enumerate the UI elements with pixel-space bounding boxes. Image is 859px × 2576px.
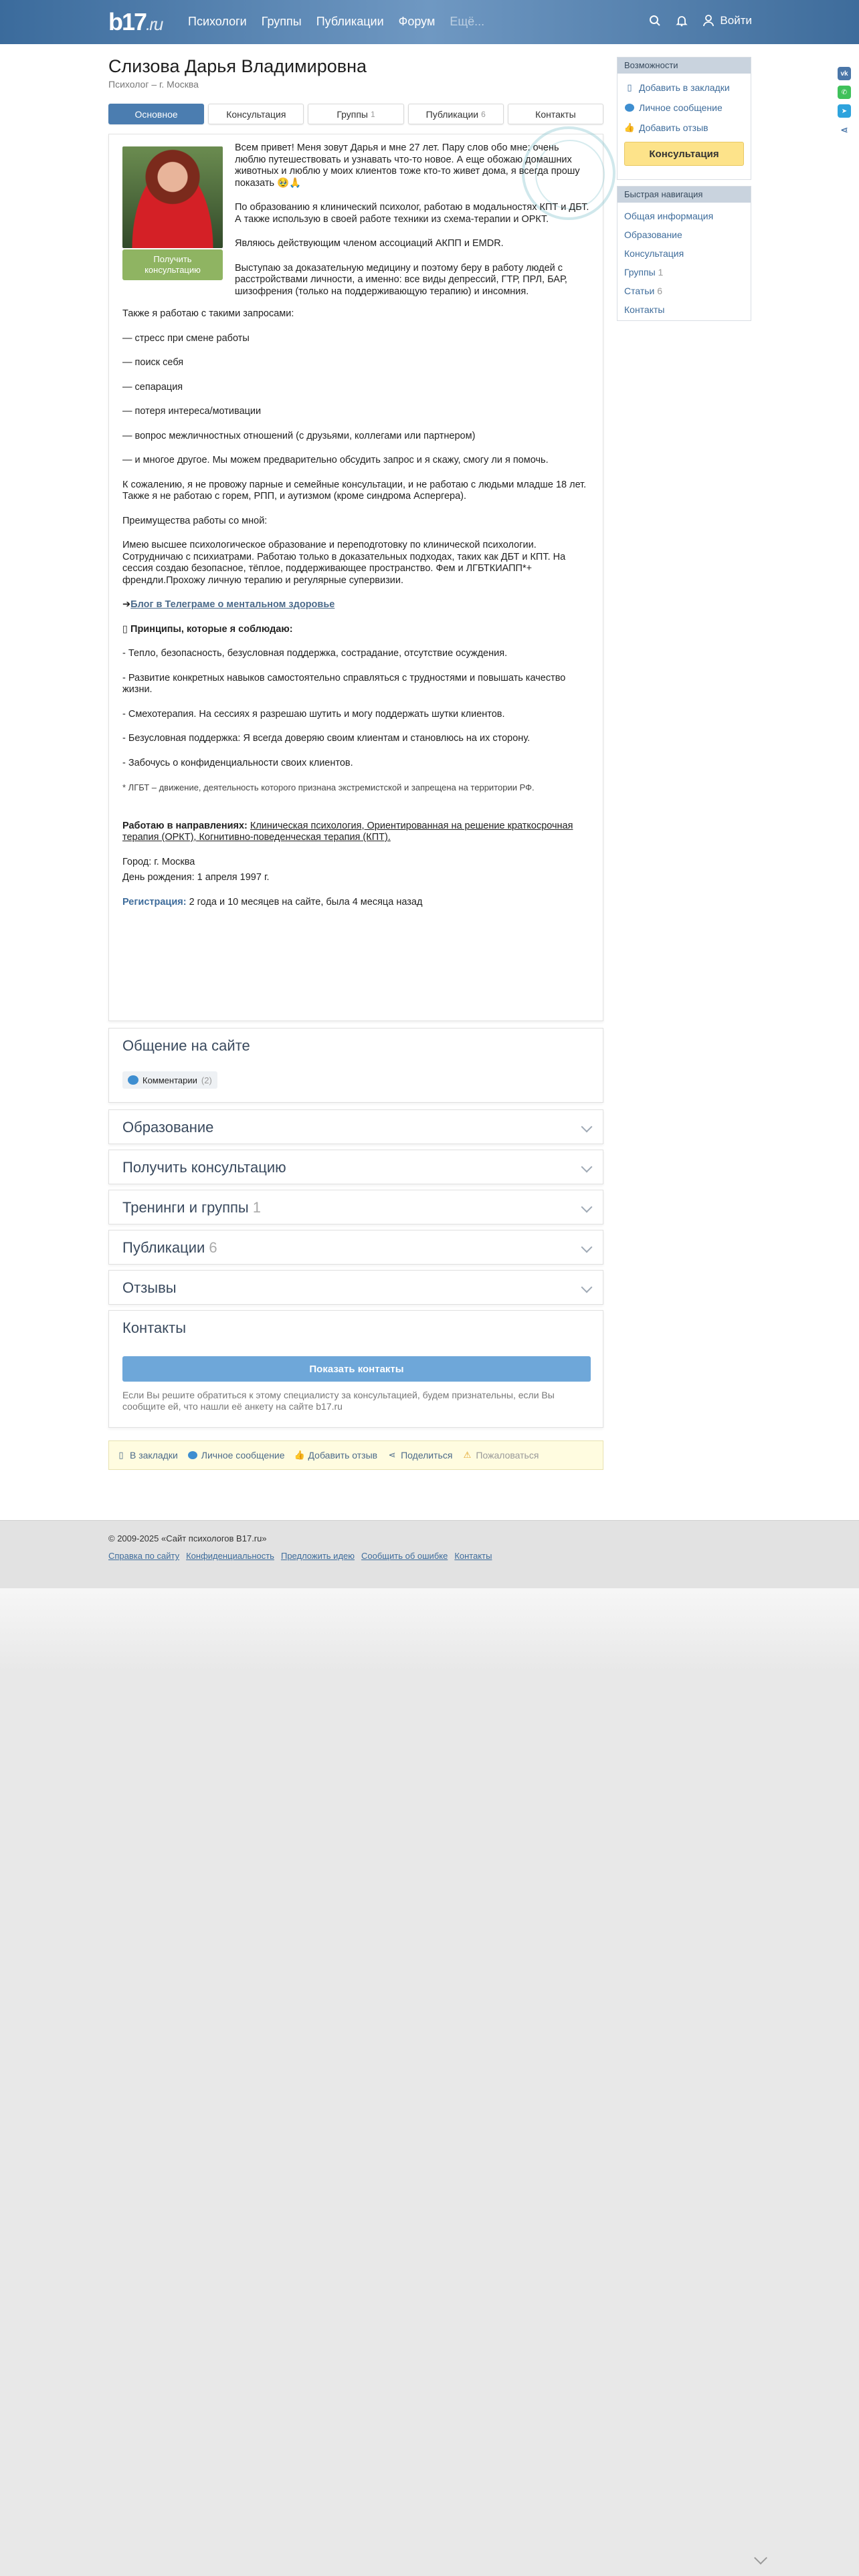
- registration-label: Регистрация:: [122, 896, 187, 907]
- warning-icon: ⚠: [463, 1450, 472, 1460]
- sidebar-add-bookmark[interactable]: ▯ Добавить в закладки: [617, 78, 751, 98]
- principle-item: - Смехотерапия. На сессиях я разрешаю шутить и могу поддержать шутки клиентов.: [122, 708, 505, 720]
- scroll-down-icon[interactable]: [754, 2551, 767, 2565]
- principle-item: - Тепло, безопасность, безусловная поддержка, сострадание, отсутствие осуждения.: [122, 648, 508, 659]
- section-contacts: [108, 1310, 603, 1428]
- sidebar-item-articles[interactable]: Статьи 6: [624, 286, 663, 296]
- nav-forum[interactable]: Форум: [398, 15, 436, 28]
- arrow-icon: ➔: [122, 599, 131, 610]
- site-footer: [0, 1520, 859, 1588]
- footer-link-contacts[interactable]: Контакты: [454, 1551, 492, 1561]
- sidebar-title: Быстрая навигация: [617, 187, 751, 203]
- bio-associations: Являюсь действующим членом ассоциаций АКПП и EMDR.: [235, 238, 504, 249]
- blog-link[interactable]: Блог в Телеграме о ментальном здоровье: [130, 599, 335, 610]
- thumbs-up-icon: 👍: [624, 122, 636, 132]
- site-header: [0, 0, 859, 44]
- principle-item: - Забочусь о конфиденциальности своих клиентов.: [122, 757, 353, 768]
- footnote: * ЛГБТ – движение, деятельность которого признана экстремистской и запрещена на территории РФ.: [122, 782, 535, 792]
- footer-link-report-bug[interactable]: Сообщить об ошибке: [361, 1551, 448, 1561]
- section-reviews[interactable]: [108, 1270, 603, 1305]
- bio-disorders: Выступаю за доказательную медицину и поэтому беру в работу людей с расстройствами личности, а именно: все виды депрессий, ГТР, ПРЛ, БАР, шизофрения (только на поддерживающую терапию) и инсомния.: [235, 262, 567, 297]
- bookmark-icon: ▯: [118, 1450, 124, 1460]
- request-item: — вопрос межличностных отношений (с друзьями, коллегами или партнером): [122, 430, 476, 441]
- bookmark-icon: ▯: [627, 82, 632, 92]
- message-action[interactable]: Личное сообщение: [187, 1450, 285, 1461]
- sidebar-private-message[interactable]: Личное сообщение: [617, 98, 751, 118]
- request-item: — сепарация: [122, 381, 183, 393]
- directions: [122, 821, 591, 844]
- comment-bubble-icon: [128, 1075, 138, 1085]
- share-icon[interactable]: ⋖: [840, 124, 848, 135]
- city: Город: г. Москва: [122, 856, 195, 867]
- section-publications[interactable]: [108, 1230, 603, 1265]
- contacts-note: Если Вы решите обратиться к этому специалисту за консультацией, будем признательны, если Вы сообщите ей, что нашли её анкету на сайте b17.ru: [122, 1390, 555, 1412]
- message-icon: [624, 102, 635, 113]
- bio-benefits: Имею высшее психологическое образование и переподготовку по клинической психологии. Сотрудничаю с психиатрами. Работаю только в доказательных подходах, таких как ДБТ и КПТ. На сессия создаю безопасное, тёплое, поддерживающее пространство. Фем и ЛГБТКИАПП*+ френдли.Прохожу личную терапию и регулярные супервизии.: [122, 540, 566, 586]
- share-action[interactable]: ⋖ Поделиться: [387, 1450, 452, 1461]
- bio-requests-title: Также я работаю с такими запросами:: [122, 308, 294, 319]
- action-bar: [108, 1440, 603, 1470]
- request-item: — и многое другое. Мы можем предварительно обсудить запрос и я скажу, смогу ли я помочь.: [122, 455, 549, 465]
- sidebar-item-groups[interactable]: Группы 1: [624, 267, 664, 278]
- registration: [122, 897, 591, 909]
- sidebar-item-education[interactable]: Образование: [624, 229, 682, 240]
- principles-title: ▯ Принципы, которые я соблюдаю:: [122, 623, 293, 635]
- profile-bio: [122, 142, 591, 921]
- main-nav: [188, 15, 484, 29]
- footer-link-help[interactable]: Справка по сайту: [108, 1551, 180, 1561]
- footer-links: [108, 1551, 492, 1561]
- thumbs-up-icon: 👍: [294, 1450, 305, 1460]
- section-title: Общение на сайте: [122, 1037, 250, 1054]
- bio-education: По образованию я клинический психолог, работаю в модальностях КПТ и ДБТ. А также использую в своей работе техники из схема-терапии и ОРКТ.: [235, 202, 589, 225]
- principle-item: - Развитие конкретных навыков самостоятельно справляться с трудностями и повышать качество жизни.: [122, 672, 566, 695]
- login-link[interactable]: [701, 13, 752, 28]
- section-education[interactable]: [108, 1109, 603, 1144]
- footer-link-privacy[interactable]: Конфиденциальность: [186, 1551, 274, 1561]
- copyright: © 2009-2025 «Сайт психологов B17.ru»: [108, 1533, 267, 1543]
- whatsapp-icon[interactable]: ✆: [838, 86, 851, 99]
- chevron-down-icon: [581, 1162, 593, 1173]
- social-share-bar: [838, 67, 851, 136]
- bio-benefits-title: Преимущества работы со мной:: [122, 515, 268, 526]
- comments-label: Комментарии: [142, 1075, 197, 1085]
- share-icon: ⋖: [388, 1450, 396, 1460]
- nav-more[interactable]: Ещё...: [450, 15, 485, 28]
- request-item: — потеря интереса/мотивации: [122, 406, 262, 417]
- page-subtitle: Психолог – г. Москва: [108, 79, 199, 90]
- comments-count: (2): [201, 1075, 212, 1085]
- section-communication: [108, 1028, 603, 1103]
- sidebar-features: [617, 57, 751, 180]
- section-title: Получить консультацию: [122, 1159, 286, 1176]
- comments-pill[interactable]: [122, 1071, 217, 1089]
- show-contacts-button[interactable]: Показать контакты: [122, 1356, 591, 1382]
- profile-card: [108, 134, 603, 1021]
- login-label: Войти: [720, 14, 752, 27]
- sidebar-consultation-button[interactable]: Консультация: [624, 142, 744, 166]
- tab-consultation[interactable]: Консультация: [208, 104, 304, 124]
- footer-link-idea[interactable]: Предложить идею: [280, 1551, 355, 1561]
- section-consultation[interactable]: [108, 1150, 603, 1184]
- chevron-down-icon: [581, 1121, 593, 1133]
- bell-icon[interactable]: [674, 13, 689, 28]
- request-item: — стресс при смене работы: [122, 332, 250, 344]
- section-title: Образование: [122, 1119, 214, 1136]
- request-item: — поиск себя: [122, 357, 184, 368]
- bookmark-action[interactable]: ▯ В закладки: [116, 1450, 178, 1461]
- search-icon[interactable]: [648, 13, 662, 28]
- bio-limitations: К сожалению, я не провожу парные и семейные консультации, и не работаю с людьми младше 18 лет. Также я не работаю с горем, РПП, и аутизмом (кроме синдрома Аспергера).: [122, 479, 587, 502]
- chevron-down-icon: [581, 1242, 593, 1253]
- section-title: Контакты: [122, 1319, 187, 1336]
- nav-groups[interactable]: Группы: [261, 15, 302, 28]
- site-logo[interactable]: b17.ru: [108, 8, 163, 35]
- nav-publications[interactable]: Публикации: [316, 15, 384, 28]
- directions-value[interactable]: Клиническая психология, Ориентированная на решение краткосрочная терапия (ОРКТ), Когнитивно-поведенческая терапия (КПТ).: [122, 820, 573, 843]
- bio-intro: Всем привет! Меня зовут Дарья и мне 27 лет. Пару слов обо мне: очень люблю путешествовать и узнавать что-то новое. А еще обожаю домашних животных и люблю у моих клиентов тоже кто-то живет дома, я всегда прошу показать 🥹🙏: [235, 142, 580, 189]
- directions-label: Работаю в направлениях:: [122, 820, 248, 831]
- principle-item: - Безусловная поддержка: Я всегда доверяю своим клиентам и становлюсь на их сторону.: [122, 733, 531, 744]
- chevron-down-icon: [581, 1282, 593, 1293]
- vk-icon[interactable]: vk: [838, 67, 851, 80]
- tab-contacts[interactable]: Контакты: [508, 104, 603, 124]
- registration-value: 2 года и 10 месяцев на сайте, была 4 месяца назад: [189, 896, 423, 907]
- section-title: Отзывы: [122, 1279, 177, 1296]
- sidebar-item-consultation[interactable]: Консультация: [624, 248, 684, 259]
- tab-groups[interactable]: Группы 1: [308, 104, 403, 124]
- get-consultation-button[interactable]: Получить консультацию: [122, 249, 223, 280]
- header-tools: [648, 13, 752, 28]
- birthday: День рождения: 1 апреля 1997 г.: [122, 872, 270, 883]
- chevron-down-icon: [581, 1202, 593, 1213]
- section-trainings[interactable]: [108, 1190, 603, 1224]
- report-action[interactable]: ⚠ Пожаловаться: [462, 1450, 539, 1461]
- sidebar-quick-nav: [617, 186, 751, 321]
- user-icon: [701, 13, 716, 28]
- tab-main[interactable]: Основное: [108, 104, 204, 124]
- nav-psychologists[interactable]: Психологи: [188, 15, 247, 28]
- blog-line: [122, 599, 591, 611]
- sidebar-item-contacts[interactable]: Контакты: [624, 304, 665, 315]
- section-title: Публикации 6: [122, 1239, 217, 1256]
- tab-publications[interactable]: Публикации 6: [408, 104, 504, 124]
- sidebar-add-review[interactable]: 👍 Добавить отзыв: [624, 122, 708, 133]
- sidebar-item-general[interactable]: Общая информация: [624, 211, 714, 221]
- section-title: Тренинги и группы 1: [122, 1199, 261, 1216]
- sidebar-title: Возможности: [617, 58, 751, 74]
- profile-tabs: [108, 104, 603, 124]
- review-action[interactable]: 👍 Добавить отзыв: [294, 1450, 378, 1461]
- message-icon: [187, 1450, 198, 1461]
- page-title: Слизова Дарья Владимировна: [108, 56, 367, 76]
- telegram-icon[interactable]: ➤: [838, 104, 851, 118]
